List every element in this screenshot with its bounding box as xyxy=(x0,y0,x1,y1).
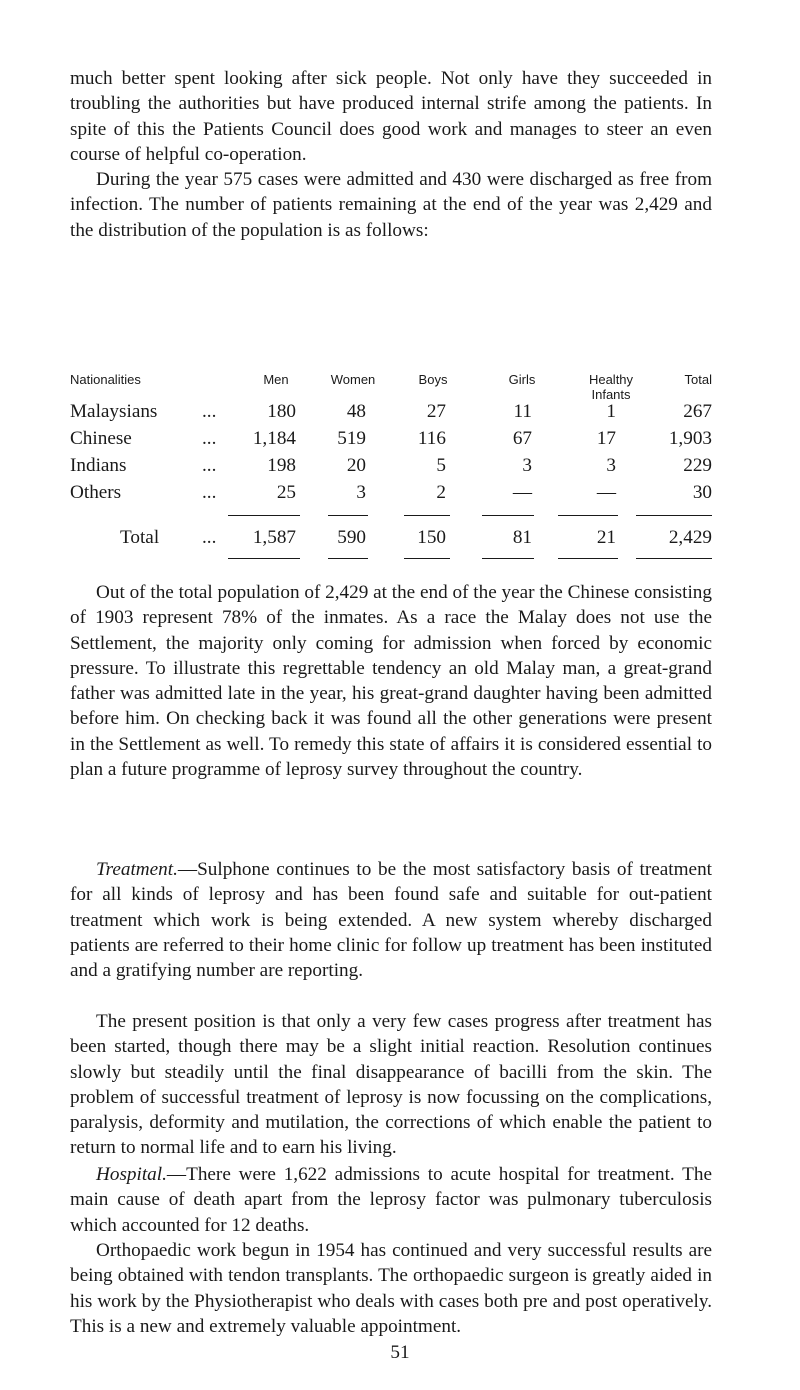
cell-women: 519 xyxy=(337,428,366,449)
cell-total: 30 xyxy=(692,482,712,503)
cell-boys: 2 xyxy=(436,482,446,503)
rule-infants-top xyxy=(558,515,618,516)
header-men: Men xyxy=(263,372,289,387)
cell-women: 3 xyxy=(356,482,366,503)
cell-girls: 3 xyxy=(522,455,532,476)
cell-infants: 17 xyxy=(596,428,616,449)
header-women: Women xyxy=(330,372,376,387)
paragraph-admissions-text: During the year 575 cases were admitted and 430 were discharged as free from infection. The number of patients remaining at the end of the year was 2,429 and the distribution of the population is as follows: xyxy=(70,169,712,241)
paragraph-orthopaedic xyxy=(70,1238,712,1339)
row-dots: ... xyxy=(202,455,217,476)
cell-girls: 11 xyxy=(513,401,532,422)
rule-boys-top xyxy=(404,515,450,516)
row-name: Chinese xyxy=(70,428,132,449)
cell-total: 1,903 xyxy=(668,428,712,449)
rule-girls-top xyxy=(482,515,534,516)
total-girls: 81 xyxy=(512,527,532,548)
rule-total-bottom xyxy=(636,558,712,559)
row-name: Malaysians xyxy=(70,401,158,422)
total-total: 2,429 xyxy=(668,527,712,548)
row-name: Indians xyxy=(70,455,127,476)
paragraph-admissions xyxy=(70,167,712,243)
paragraph-present-position xyxy=(70,1009,712,1161)
total-men: 1,587 xyxy=(252,527,296,548)
total-boys: 150 xyxy=(417,527,446,548)
cell-women: 48 xyxy=(346,401,366,422)
total-row-label: Total xyxy=(120,527,160,548)
treatment-heading: Treatment. xyxy=(96,859,178,880)
cell-boys: 5 xyxy=(436,455,446,476)
rule-men-top xyxy=(228,515,300,516)
header-nationalities: Nationalities xyxy=(70,372,141,387)
cell-boys: 27 xyxy=(426,401,446,422)
paragraph-treatment-text: —Sulphone continues to be the most satisfactory basis of treatment for all kinds of leprosy and has been found safe and suitable for out-patient treatment which work is being extended. A new system whereby discharged patients are referred to their home clinic for follow up treatment has been instituted and a gratifying number are reporting. xyxy=(70,859,712,982)
rule-boys-bottom xyxy=(404,558,450,559)
paragraph-hospital-text: —There were 1,622 admissions to acute hospital for treatment. The main cause of death apart from the leprosy factor was pulmonary tuberculosis which accounted for 12 deaths. xyxy=(70,1164,712,1236)
hospital-heading: Hospital. xyxy=(96,1164,167,1185)
paragraph-hospital xyxy=(70,1162,712,1238)
cell-women: 20 xyxy=(346,455,366,476)
cell-men: 198 xyxy=(267,455,296,476)
rule-women-top xyxy=(328,515,368,516)
header-girls: Girls xyxy=(508,372,536,387)
rule-total-top xyxy=(636,515,712,516)
rule-women-bottom xyxy=(328,558,368,559)
header-boys: Boys xyxy=(418,372,448,387)
header-infants-line1: Healthy xyxy=(588,372,634,387)
paragraph-present-position-text: The present position is that only a very few cases progress after treatment has been started, though there may be a slight initial reaction. Resolution continues slowly but steadily until the final disappearance of bacilli from the skin. The problem of successful treatment of leprosy is now focussing on the complications, paralysis, deformity and mutilation, the corrections of which enable the patient to return to normal life and to earn his living. xyxy=(70,1011,712,1159)
cell-girls: 67 xyxy=(512,428,532,449)
paragraph-chinese-majority xyxy=(70,580,712,782)
cell-total: 267 xyxy=(683,401,712,422)
total-row-dots: ... xyxy=(202,527,217,548)
paragraph-treatment xyxy=(70,857,712,983)
row-dots: ... xyxy=(202,401,217,422)
cell-infants: 1 xyxy=(606,401,616,422)
header-healthy-infants xyxy=(574,372,648,402)
cell-infants: — xyxy=(596,482,616,503)
paragraph-patients-council: much better spent looking after sick people. Not only have they succeeded in troubling the authorities but have produced internal strife among the patients. In spite of this the Patients Council does good work and manages to steer an even course of helpful co-operation. xyxy=(70,68,712,165)
cell-men: 25 xyxy=(276,482,296,503)
rule-men-bottom xyxy=(228,558,300,559)
cell-boys: 116 xyxy=(417,428,446,449)
cell-men: 1,184 xyxy=(252,428,296,449)
row-dots: ... xyxy=(202,482,217,503)
rule-infants-bottom xyxy=(558,558,618,559)
cell-girls: — xyxy=(512,482,532,503)
header-infants-line2: Infants xyxy=(591,387,631,402)
row-name: Others xyxy=(70,482,122,503)
paragraph-orthopaedic-text: Orthopaedic work begun in 1954 has continued and very successful results are being obtained with tendon transplants. The orthopaedic surgeon is greatly aided in his work by the Physiotherapist who deals with cases both pre and post operatively. This is a new and extremely valuable appointment. xyxy=(70,1240,712,1337)
row-dots: ... xyxy=(202,428,217,449)
paragraph-chinese-majority-text: Out of the total population of 2,429 at the end of the year the Chinese consisting of 1903 represent 78% of the inmates. As a race the Malay does not use the Settlement, the majority only coming for admission when forced by economic pressure. To illustrate this regrettable tendency an old Malay man, a great-grand father was admitted late in the year, his great-grand daughter having been admitted before him. On checking back it was found all the other generations were present in the Settlement as well. To remedy this state of affairs it is considered essential to plan a future programme of leprosy survey throughout the country. xyxy=(70,582,712,781)
cell-total: 229 xyxy=(683,455,712,476)
cell-men: 180 xyxy=(267,401,296,422)
header-total: Total xyxy=(684,372,712,387)
page-number: 51 xyxy=(390,1342,410,1363)
total-infants: 21 xyxy=(596,527,616,548)
cell-infants: 3 xyxy=(606,455,616,476)
total-women: 590 xyxy=(337,527,366,548)
rule-girls-bottom xyxy=(482,558,534,559)
